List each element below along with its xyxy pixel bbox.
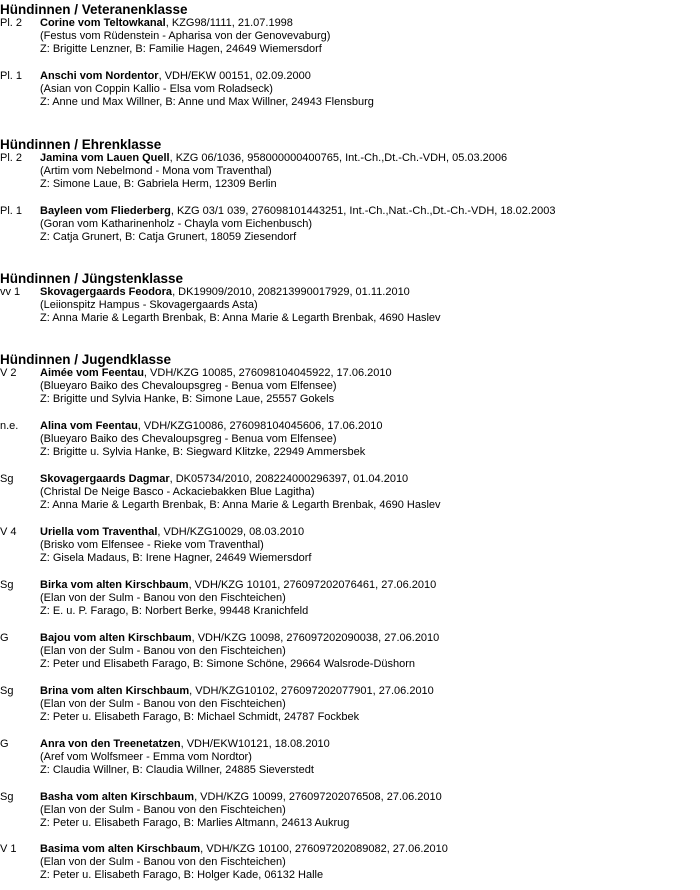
dog-name: Bajou vom alten Kirschbaum — [40, 632, 192, 644]
registration-details: , KZG 06/1036, 958000000400765, Int.-Ch.,Dt.-Ch.-VDH, 05.03.2006 — [169, 152, 508, 164]
dog-name: Alina vom Feentau — [40, 420, 138, 432]
entry-placement: V 4 — [0, 526, 17, 538]
breeder-owner-line: Z: Peter u. Elisabeth Farago, B: Marlies Altmann, 24613 Aukrug — [40, 817, 350, 830]
entry-placement: vv 1 — [0, 286, 21, 298]
dog-name: Skovagergaards Dagmar — [40, 473, 170, 485]
registration-details: , VDH/KZG10102, 276097202077901, 27.06.2010 — [189, 685, 434, 697]
breeder-owner-line: Z: E. u. P. Farago, B: Norbert Berke, 99448 Kranichfeld — [40, 605, 309, 618]
parents-line: (Elan von der Sulm - Banou von den Fischteichen) — [40, 804, 286, 817]
section-title: Hündinnen / Jüngstenklasse — [0, 271, 184, 286]
registration-details: , VDH/KZG 10101, 276097202076461, 27.06.2010 — [188, 579, 437, 591]
dog-name: Basima vom alten Kirschbaum — [40, 843, 201, 855]
breeder-owner-line: Z: Brigitte u. Sylvia Hanke, B: Siegward Klitzke, 22949 Ammersbek — [40, 446, 366, 459]
parents-line: (Artim vom Nebelmond - Mona vom Traventhal) — [40, 165, 272, 178]
breeder-owner-line: Z: Anna Marie & Legarth Brenbak, B: Anna Marie & Legarth Brenbak, 4690 Haslev — [40, 499, 441, 512]
entry-placement: G — [0, 738, 9, 750]
breeder-owner-line: Z: Peter u. Elisabeth Farago, B: Michael Schmidt, 24787 Fockbek — [40, 711, 360, 724]
registration-details: , VDH/EKW10121, 18.08.2010 — [180, 738, 330, 750]
registration-details: , VDH/KZG10086, 276098104045606, 17.06.2010 — [137, 420, 383, 432]
breeder-owner-line: Z: Anna Marie & Legarth Brenbak, B: Anna Marie & Legarth Brenbak, 4690 Haslev — [40, 312, 441, 325]
entry-placement: V 2 — [0, 367, 17, 379]
entry-placement: n.e. — [0, 420, 19, 432]
parents-line: (Elan von der Sulm - Banou von den Fischteichen) — [40, 698, 286, 711]
entry-placement: Pl. 1 — [0, 70, 23, 82]
entry-placement: Pl. 2 — [0, 152, 23, 164]
parents-line: (Blueyaro Baiko des Chevaloupsgreg - Benua vom Elfensee) — [40, 380, 337, 393]
dog-name: Basha vom alten Kirschbaum — [40, 791, 195, 803]
dog-name: Bayleen vom Fliederberg — [40, 205, 171, 217]
section-title: Hündinnen / Jugendklasse — [0, 352, 172, 367]
dog-name: Anra von den Treenetatzen — [40, 738, 181, 750]
parents-line: (Elan von der Sulm - Banou von den Fischteichen) — [40, 856, 286, 869]
dog-name: Birka vom alten Kirschbaum — [40, 579, 189, 591]
entry-placement: G — [0, 632, 9, 644]
entry-placement: Sg — [0, 579, 14, 591]
breeder-owner-line: Z: Peter und Elisabeth Farago, B: Simone Schöne, 29664 Walsrode-Düshorn — [40, 658, 416, 671]
entry-placement: V 1 — [0, 843, 17, 855]
entry-placement: Pl. 1 — [0, 205, 23, 217]
registration-details: , VDH/KZG 10098, 276097202090038, 27.06.2010 — [191, 632, 440, 644]
dog-name: Corine vom Teltowkanal — [40, 17, 166, 29]
registration-details: , KZG 03/1 039, 276098101443251, Int.-Ch.,Nat.-Ch.,Dt.-Ch.-VDH, 18.02.2003 — [170, 205, 556, 217]
parents-line: (Elan von der Sulm - Banou von den Fischteichen) — [40, 592, 286, 605]
dog-name: Aimée vom Feentau — [40, 367, 144, 379]
breeder-owner-line: Z: Simone Laue, B: Gabriela Herm, 12309 Berlin — [40, 178, 277, 191]
parents-line: (Elan von der Sulm - Banou von den Fischteichen) — [40, 645, 286, 658]
registration-details: , DK05734/2010, 208224000296397, 01.04.2010 — [169, 473, 409, 485]
registration-details: , KZG98/1111, 21.07.1998 — [165, 17, 293, 29]
section-title: Hündinnen / Ehrenklasse — [0, 137, 162, 152]
breeder-owner-line: Z: Brigitte und Sylvia Hanke, B: Simone Laue, 25557 Gokels — [40, 393, 335, 406]
parents-line: (Brisko vom Elfensee - Rieke vom Traventhal) — [40, 539, 264, 552]
parents-line: (Aref vom Wolfsmeer - Emma vom Nordtor) — [40, 751, 252, 764]
entry-placement: Pl. 2 — [0, 17, 23, 29]
registration-details: , VDH/KZG10029, 08.03.2010 — [157, 526, 305, 538]
registration-details: , VDH/KZG 10099, 276097202076508, 27.06.2010 — [194, 791, 442, 803]
parents-line: (Blueyaro Baiko des Chevaloupsgreg - Benua vom Elfensee) — [40, 433, 337, 446]
dog-name: Jamina vom Lauen Quell — [40, 152, 170, 164]
parents-line: (Leiionspitz Hampus - Skovagergaards Asta) — [40, 299, 258, 312]
dog-name: Uriella vom Traventhal — [40, 526, 158, 538]
registration-details: , VDH/EKW 00151, 02.09.2000 — [158, 70, 311, 82]
registration-details: , VDH/KZG 10085, 276098104045922, 17.06.2010 — [143, 367, 392, 379]
parents-line: (Festus vom Rüdenstein - Apharisa von der Genovevaburg) — [40, 30, 331, 43]
registration-details: , VDH/KZG 10100, 276097202089082, 27.06.2010 — [200, 843, 448, 855]
breeder-owner-line: Z: Brigitte Lenzner, B: Familie Hagen, 24649 Wiemersdorf — [40, 43, 322, 56]
breeder-owner-line: Z: Claudia Willner, B: Claudia Willner, 24885 Sieverstedt — [40, 764, 314, 777]
entry-placement: Sg — [0, 473, 14, 485]
parents-line: (Asian von Coppin Kallio - Elsa vom Roladseck) — [40, 83, 273, 96]
dog-name: Brina vom alten Kirschbaum — [40, 685, 190, 697]
parents-line: (Goran vom Katharinenholz - Chayla vom Eichenbusch) — [40, 218, 313, 231]
dog-name: Anschi vom Nordentor — [40, 70, 159, 82]
entry-placement: Sg — [0, 685, 14, 697]
section-title: Hündinnen / Veteranenklasse — [0, 2, 188, 17]
breeder-owner-line: Z: Anne und Max Willner, B: Anne und Max Willner, 24943 Flensburg — [40, 96, 374, 109]
parents-line: (Christal De Neige Basco - Ackaciebakken Blue Lagitha) — [40, 486, 315, 499]
entry-placement: Sg — [0, 791, 14, 803]
dog-name: Skovagergaards Feodora — [40, 286, 173, 298]
breeder-owner-line: Z: Gisela Madaus, B: Irene Hagner, 24649 Wiemersdorf — [40, 552, 312, 565]
breeder-owner-line: Z: Peter u. Elisabeth Farago, B: Holger Kade, 06132 Halle — [40, 869, 324, 882]
registration-details: , DK19909/2010, 208213990017929, 01.11.2010 — [172, 286, 410, 298]
breeder-owner-line: Z: Catja Grunert, B: Catja Grunert, 18059 Ziesendorf — [40, 231, 297, 244]
